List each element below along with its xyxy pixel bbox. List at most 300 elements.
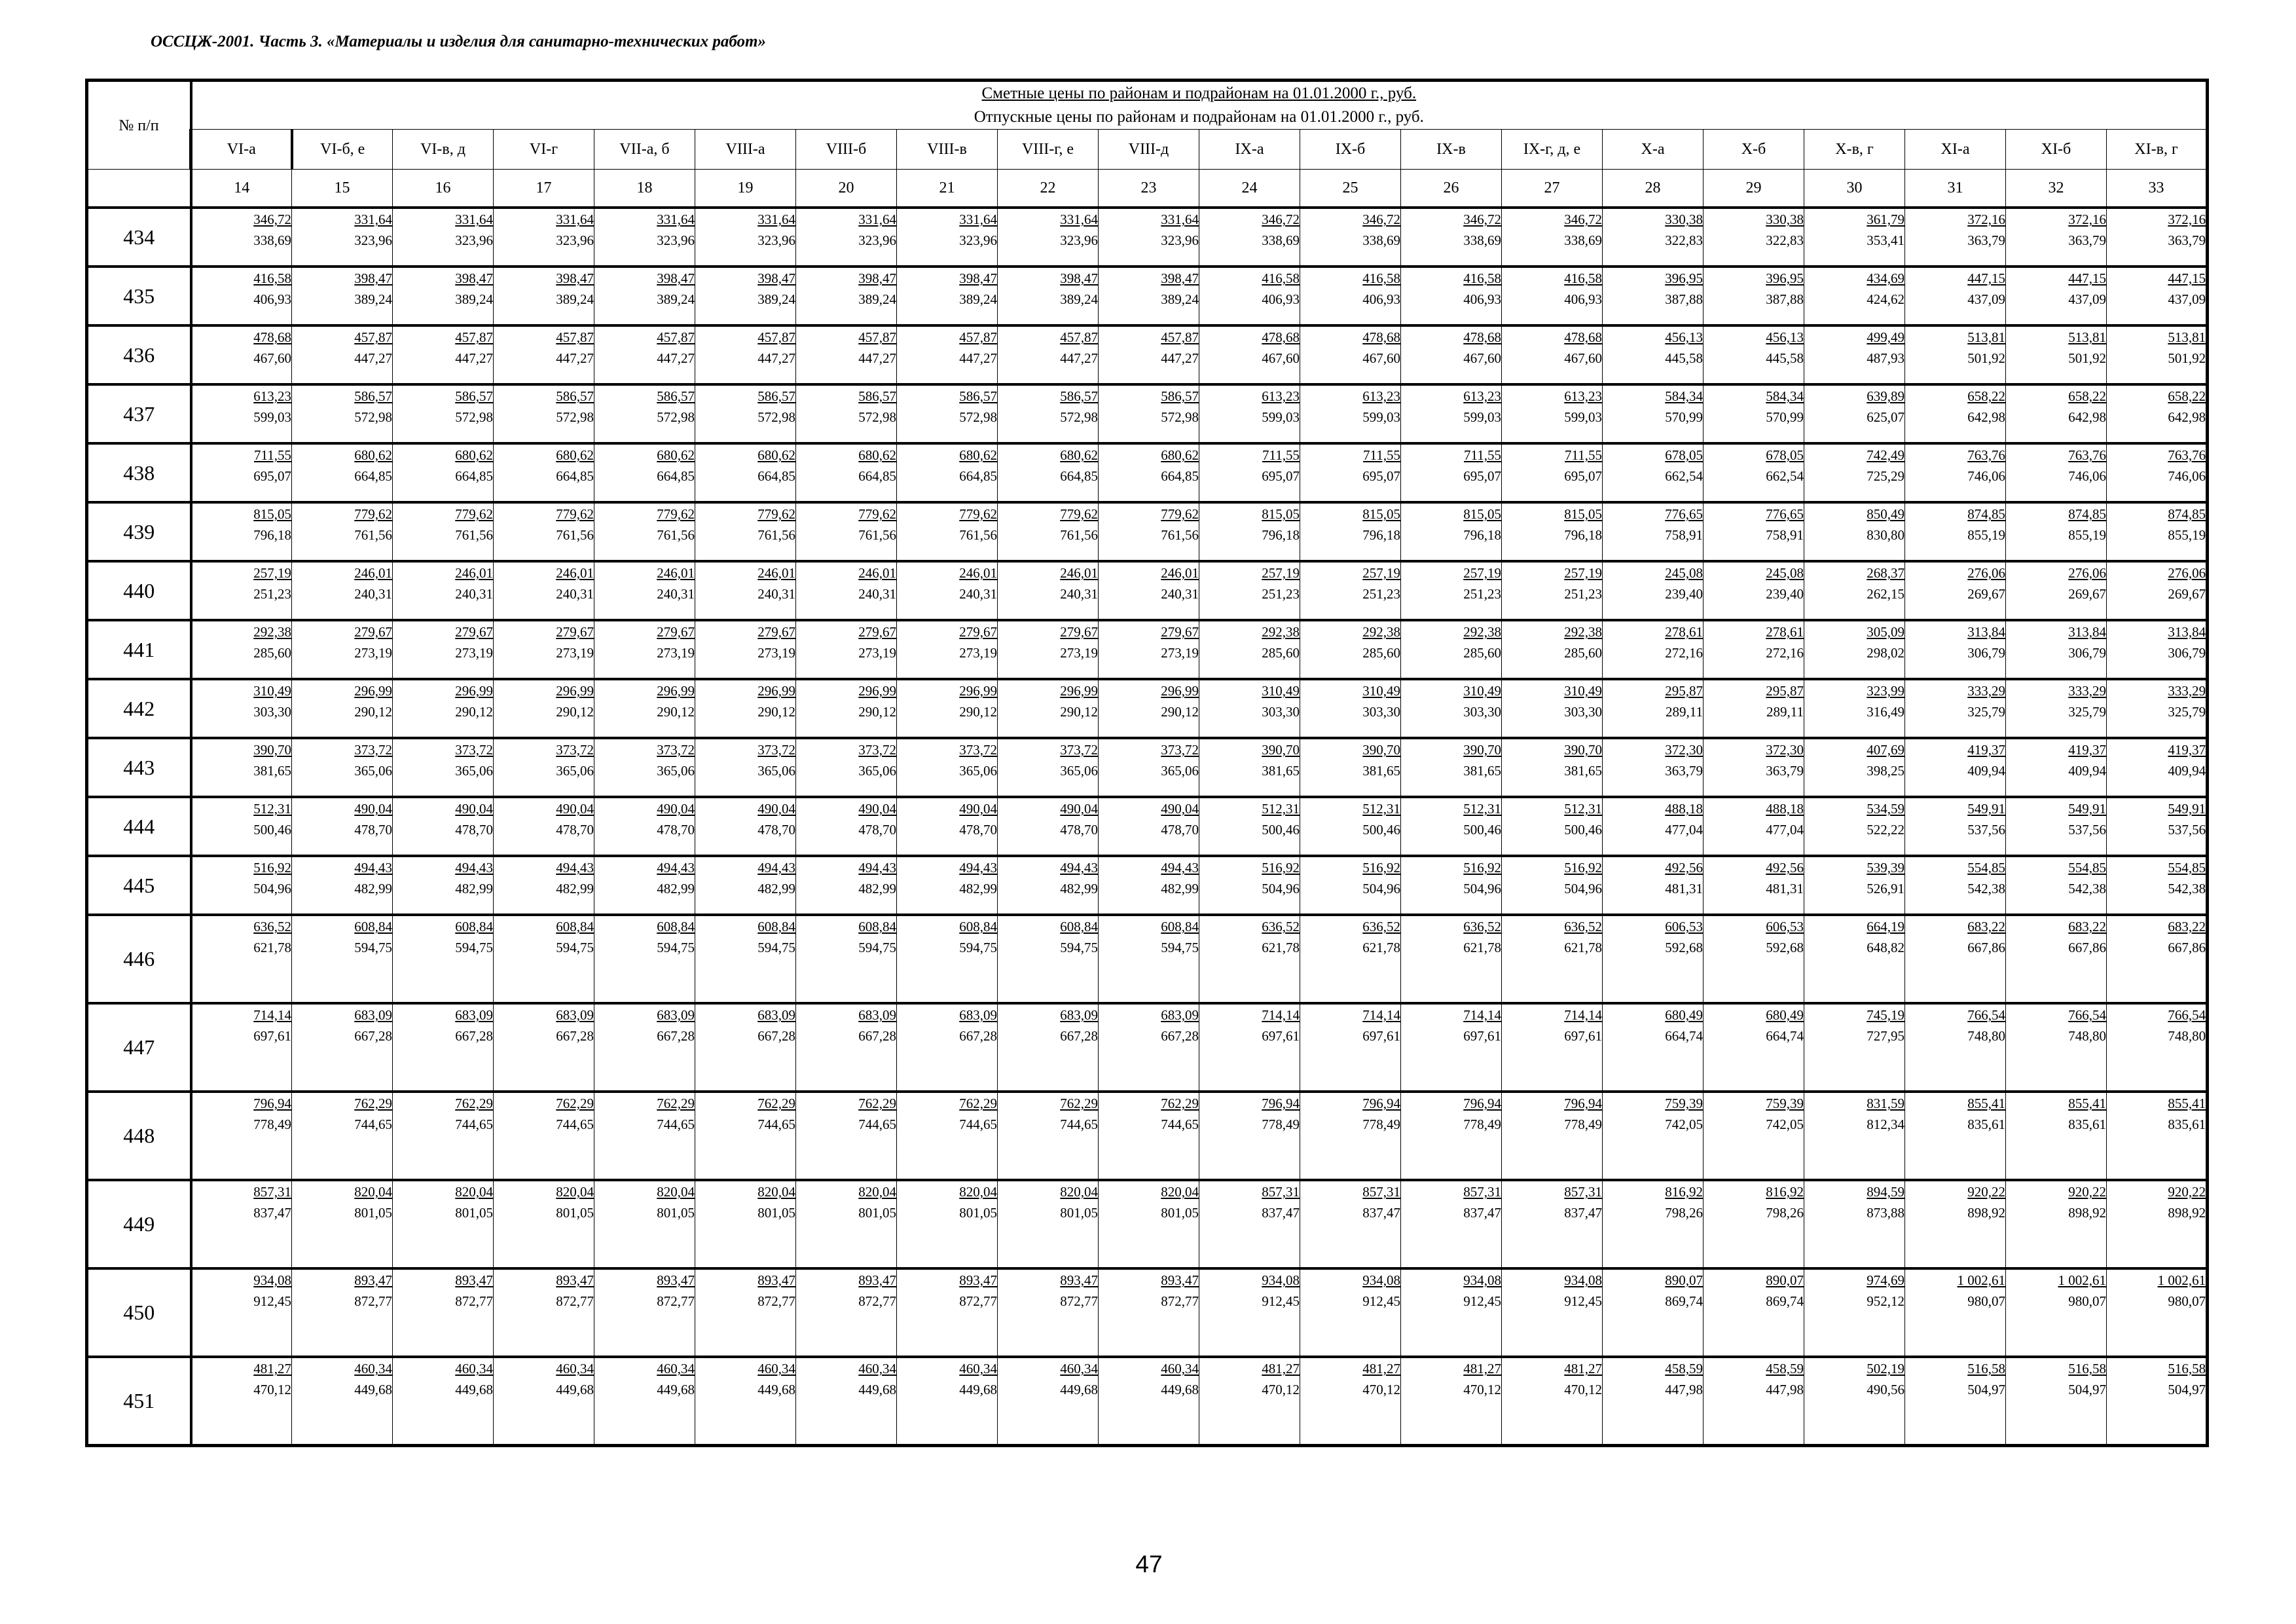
release-price: 381,65 (253, 763, 291, 779)
price-cell (594, 267, 695, 325)
release-price: 761,56 (858, 527, 896, 543)
release-price: 872,77 (858, 1293, 896, 1309)
estimate-price: 934,08 (1262, 1272, 1300, 1288)
price-cell (1502, 915, 1603, 1003)
release-price: 449,68 (959, 1382, 997, 1397)
price-cell (1804, 620, 1905, 679)
release-price: 323,96 (757, 232, 795, 248)
release-price: 801,05 (455, 1205, 493, 1221)
estimate-price: 776,65 (1766, 506, 1804, 522)
estimate-price: 323,99 (1867, 683, 1904, 699)
estimate-price: 608,84 (354, 919, 392, 934)
release-price: 269,67 (2068, 586, 2106, 602)
price-cell (1502, 1180, 1603, 1268)
price-cell (1804, 443, 1905, 502)
release-price: 837,47 (253, 1205, 291, 1221)
release-price: 447,27 (1060, 350, 1098, 366)
estimate-price: 512,31 (253, 801, 291, 817)
price-cell (897, 561, 998, 620)
price-cell (1199, 325, 1300, 384)
price-cell (1300, 1357, 1401, 1446)
price-cell (1603, 797, 1704, 856)
estimate-price: 554,85 (2168, 860, 2206, 876)
release-price: 778,49 (1362, 1116, 1400, 1132)
price-cell (1905, 1092, 2006, 1180)
release-price: 239,40 (1766, 586, 1804, 602)
price-cell (494, 1180, 594, 1268)
estimate-price: 763,76 (2168, 447, 2206, 463)
estimate-price: 714,14 (1463, 1007, 1501, 1023)
estimate-price: 296,99 (556, 683, 594, 699)
price-cell (2006, 1268, 2107, 1357)
column-number: 29 (1704, 170, 1804, 208)
price-cell (1905, 738, 2006, 797)
estimate-price: 407,69 (1867, 742, 1904, 758)
estimate-price: 639,89 (1867, 388, 1904, 404)
price-cell (1099, 561, 1199, 620)
release-price: 409,94 (2068, 763, 2106, 779)
release-price: 599,03 (1564, 409, 1602, 425)
estimate-price: 419,37 (2168, 742, 2206, 758)
release-price: 273,19 (959, 645, 997, 661)
estimate-price: 683,09 (959, 1007, 997, 1023)
price-cell (1300, 797, 1401, 856)
price-cell (292, 1357, 393, 1446)
estimate-price: 934,08 (1362, 1272, 1400, 1288)
price-cell (1502, 856, 1603, 915)
page-header: ОССЦЖ-2001. Часть 3. «Материалы и изделия для санитарно-технических работ» (151, 33, 766, 50)
release-price: 482,99 (959, 881, 997, 896)
price-cell (1099, 856, 1199, 915)
estimate-price: 762,29 (858, 1096, 896, 1111)
price-cell (2006, 384, 2107, 443)
estimate-price: 457,87 (858, 329, 896, 345)
price-cell (594, 1180, 695, 1268)
price-cell (494, 1357, 594, 1446)
estimate-price: 658,22 (2068, 388, 2106, 404)
estimate-price: 711,55 (254, 447, 291, 463)
price-cell (1199, 1357, 1300, 1446)
release-price: 748,80 (2168, 1028, 2206, 1044)
price-cell (1502, 797, 1603, 856)
release-price: 872,77 (455, 1293, 493, 1309)
estimate-price: 893,47 (858, 1272, 896, 1288)
estimate-price: 457,87 (1060, 329, 1098, 345)
price-cell (998, 797, 1099, 856)
release-price: 599,03 (1362, 409, 1400, 425)
release-price: 572,98 (354, 409, 392, 425)
row-number: 443 (87, 738, 191, 797)
release-price: 594,75 (858, 940, 896, 955)
release-price: 303,30 (253, 704, 291, 720)
estimate-price: 457,87 (657, 329, 695, 345)
price-cell (2107, 443, 2208, 502)
table-title (191, 81, 2208, 130)
estimate-price: 310,49 (1463, 683, 1501, 699)
price-cell (191, 797, 292, 856)
estimate-price: 292,38 (253, 624, 291, 640)
price-cell (494, 797, 594, 856)
release-price: 695,07 (253, 468, 291, 484)
estimate-price: 257,19 (1463, 565, 1501, 581)
price-cell (1502, 1357, 1603, 1446)
estimate-price: 779,62 (757, 506, 795, 522)
column-header-district: XI-в, г (2107, 130, 2208, 170)
release-price: 912,45 (1362, 1293, 1400, 1309)
price-cell (292, 443, 393, 502)
estimate-price: 512,31 (1262, 801, 1300, 817)
price-cell (1199, 384, 1300, 443)
estimate-price: 296,99 (455, 683, 493, 699)
price-cell (191, 915, 292, 1003)
price-cell (1905, 1180, 2006, 1268)
release-price: 594,75 (1060, 940, 1098, 955)
release-price: 481,31 (1766, 881, 1804, 896)
table-row (87, 679, 2208, 738)
price-cell (1905, 1357, 2006, 1446)
estimate-price: 481,27 (1362, 1361, 1400, 1376)
release-price: 695,07 (1262, 468, 1300, 484)
column-header-district: XI-а (1905, 130, 2006, 170)
price-cell (695, 1268, 796, 1357)
estimate-price: 512,31 (1564, 801, 1602, 817)
release-price: 273,19 (455, 645, 493, 661)
release-price: 898,92 (1967, 1205, 2005, 1221)
estimate-price: 331,64 (959, 212, 997, 227)
estimate-price: 683,09 (1060, 1007, 1098, 1023)
release-price: 467,60 (1463, 350, 1501, 366)
release-price: 323,96 (1161, 232, 1199, 248)
estimate-price: 447,15 (2068, 270, 2106, 286)
estimate-price: 762,29 (657, 1096, 695, 1111)
estimate-price: 416,58 (1463, 270, 1501, 286)
estimate-price: 762,29 (1060, 1096, 1098, 1111)
release-price: 353,41 (1867, 232, 1904, 248)
estimate-price: 608,84 (556, 919, 594, 934)
price-cell (393, 1268, 494, 1357)
release-price: 798,26 (1665, 1205, 1703, 1221)
release-price: 482,99 (556, 881, 594, 896)
estimate-price: 857,31 (1564, 1184, 1602, 1200)
estimate-price: 857,31 (1463, 1184, 1501, 1200)
price-cell (191, 443, 292, 502)
release-price: 744,65 (959, 1116, 997, 1132)
estimate-price: 305,09 (1867, 624, 1904, 640)
release-price: 761,56 (959, 527, 997, 543)
release-price: 570,99 (1665, 409, 1703, 425)
release-price: 796,18 (1262, 527, 1300, 543)
price-cell (393, 443, 494, 502)
price-cell (2006, 325, 2107, 384)
price-cell (1603, 208, 1704, 267)
estimate-price: 636,52 (253, 919, 291, 934)
estimate-price: 606,53 (1766, 919, 1804, 934)
release-price: 303,30 (1262, 704, 1300, 720)
release-price: 501,92 (2068, 350, 2106, 366)
column-header-district: VII-а, б (594, 130, 695, 170)
estimate-price: 246,01 (354, 565, 392, 581)
release-price: 381,65 (1564, 763, 1602, 779)
price-cell (695, 738, 796, 797)
release-price: 447,98 (1665, 1382, 1703, 1397)
price-cell (494, 384, 594, 443)
price-cell (1704, 325, 1804, 384)
release-price: 482,99 (657, 881, 695, 896)
price-cell (796, 443, 897, 502)
estimate-price: 766,54 (2068, 1007, 2106, 1023)
estimate-price: 513,81 (2068, 329, 2106, 345)
release-price: 621,78 (1262, 940, 1300, 955)
price-cell (897, 1357, 998, 1446)
release-price: 855,19 (1967, 527, 2005, 543)
estimate-price: 396,95 (1766, 270, 1804, 286)
release-price: 912,45 (1463, 1293, 1501, 1309)
estimate-price: 711,55 (1363, 447, 1400, 463)
price-cell (1603, 267, 1704, 325)
estimate-price: 766,54 (2168, 1007, 2206, 1023)
estimate-price: 278,61 (1665, 624, 1703, 640)
price-cell (1401, 1003, 1502, 1092)
price-cell (796, 1003, 897, 1092)
release-price: 912,45 (253, 1293, 291, 1309)
estimate-price: 390,70 (1262, 742, 1300, 758)
estimate-price: 680,49 (1766, 1007, 1804, 1023)
release-price: 526,91 (1867, 881, 1904, 896)
price-cell (494, 208, 594, 267)
column-header-district: XI-б (2006, 130, 2107, 170)
release-price: 482,99 (354, 881, 392, 896)
column-number: 25 (1300, 170, 1401, 208)
estimate-price: 776,65 (1665, 506, 1703, 522)
estimate-price: 680,62 (1060, 447, 1098, 463)
release-price: 537,56 (2168, 822, 2206, 838)
release-price: 470,12 (1564, 1382, 1602, 1397)
estimate-price: 416,58 (1262, 270, 1300, 286)
price-cell (2107, 1268, 2208, 1357)
price-cell (2107, 679, 2208, 738)
estimate-price: 820,04 (354, 1184, 392, 1200)
release-price: 697,61 (253, 1028, 291, 1044)
estimate-price: 613,23 (1564, 388, 1602, 404)
estimate-price: 549,91 (2168, 801, 2206, 817)
release-price: 798,26 (1766, 1205, 1804, 1221)
estimate-price: 608,84 (455, 919, 493, 934)
price-cell (998, 738, 1099, 797)
estimate-price: 608,84 (657, 919, 695, 934)
price-cell (191, 856, 292, 915)
price-cell (393, 679, 494, 738)
row-number: 440 (87, 561, 191, 620)
release-price: 835,61 (1967, 1116, 2005, 1132)
release-price: 470,12 (1262, 1382, 1300, 1397)
estimate-price: 313,84 (1967, 624, 2005, 640)
release-price: 240,31 (959, 586, 997, 602)
estimate-price: 295,87 (1766, 683, 1804, 699)
estimate-price: 516,92 (1463, 860, 1501, 876)
estimate-price: 490,04 (1060, 801, 1098, 817)
release-price: 761,56 (455, 527, 493, 543)
estimate-price: 934,08 (1463, 1272, 1501, 1288)
price-cell (897, 443, 998, 502)
release-price: 695,07 (1564, 468, 1602, 484)
estimate-price: 346,72 (1362, 212, 1400, 227)
column-number: 19 (695, 170, 796, 208)
price-cell (1502, 443, 1603, 502)
table-row (87, 384, 2208, 443)
release-price: 664,85 (657, 468, 695, 484)
price-cell (1804, 502, 1905, 561)
price-cell (897, 915, 998, 1003)
estimate-price: 295,87 (1665, 683, 1703, 699)
release-price: 872,77 (556, 1293, 594, 1309)
column-number: 27 (1502, 170, 1603, 208)
estimate-price: 490,04 (757, 801, 795, 817)
estimate-price: 516,58 (1967, 1361, 2005, 1376)
estimate-price: 512,31 (1362, 801, 1400, 817)
estimate-price: 494,43 (757, 860, 795, 876)
release-price: 758,91 (1766, 527, 1804, 543)
estimate-price: 331,64 (858, 212, 896, 227)
release-price: 873,88 (1867, 1205, 1904, 1221)
estimate-price: 584,34 (1766, 388, 1804, 404)
release-price: 365,06 (757, 763, 795, 779)
price-cell (1804, 1092, 1905, 1180)
release-price: 406,93 (1463, 291, 1501, 307)
release-price: 695,07 (1463, 468, 1501, 484)
price-cell (1099, 1357, 1199, 1446)
estimate-price: 373,72 (858, 742, 896, 758)
price-cell (897, 620, 998, 679)
release-price: 289,11 (1666, 704, 1703, 720)
release-price: 409,94 (2168, 763, 2206, 779)
price-cell (796, 915, 897, 1003)
price-cell (2107, 267, 2208, 325)
estimate-price: 516,58 (2068, 1361, 2106, 1376)
price-cell (998, 1003, 1099, 1092)
price-cell (1199, 679, 1300, 738)
price-cell (695, 1357, 796, 1446)
estimate-price: 658,22 (1967, 388, 2005, 404)
release-price: 290,12 (455, 704, 493, 720)
estimate-price: 742,49 (1867, 447, 1904, 463)
column-number: 22 (998, 170, 1099, 208)
release-price: 323,96 (1060, 232, 1098, 248)
estimate-price: 246,01 (1161, 565, 1199, 581)
release-price: 478,70 (858, 822, 896, 838)
price-cell (191, 1092, 292, 1180)
release-price: 290,12 (757, 704, 795, 720)
row-number: 447 (87, 1003, 191, 1092)
estimate-price: 494,43 (959, 860, 997, 876)
estimate-price: 1 002,61 (2058, 1272, 2106, 1288)
release-price: 662,54 (1766, 468, 1804, 484)
release-price: 447,27 (455, 350, 493, 366)
estimate-price: 608,84 (1060, 919, 1098, 934)
estimate-price: 920,22 (2068, 1184, 2106, 1200)
release-price: 952,12 (1867, 1293, 1904, 1309)
table-row (87, 1003, 2208, 1092)
price-cell (191, 1180, 292, 1268)
price-cell (998, 384, 1099, 443)
release-price: 365,06 (1060, 763, 1098, 779)
release-price: 542,38 (2168, 881, 2206, 896)
estimate-price: 680,49 (1665, 1007, 1703, 1023)
price-cell (1704, 1180, 1804, 1268)
release-price: 572,98 (556, 409, 594, 425)
estimate-price: 310,49 (1362, 683, 1400, 699)
release-price: 796,18 (1564, 527, 1602, 543)
column-number: 33 (2107, 170, 2208, 208)
price-cell (1099, 797, 1199, 856)
estimate-price: 893,47 (757, 1272, 795, 1288)
estimate-price: 490,04 (354, 801, 392, 817)
estimate-price: 310,49 (1262, 683, 1300, 699)
estimate-price: 447,15 (2168, 270, 2206, 286)
estimate-price: 257,19 (1262, 565, 1300, 581)
release-price: 695,07 (1362, 468, 1400, 484)
column-number: 18 (594, 170, 695, 208)
release-price: 363,79 (2068, 232, 2106, 248)
price-cell (393, 1180, 494, 1268)
estimate-price: 494,43 (657, 860, 695, 876)
estimate-price: 613,23 (1262, 388, 1300, 404)
price-table (85, 79, 2209, 1447)
row-number: 439 (87, 502, 191, 561)
price-cell (1199, 1180, 1300, 1268)
release-price: 387,88 (1766, 291, 1804, 307)
release-price: 778,49 (253, 1116, 291, 1132)
column-header-district: VIII-д (1099, 130, 1199, 170)
release-price: 338,69 (1564, 232, 1602, 248)
estimate-price: 492,56 (1766, 860, 1804, 876)
release-price: 449,68 (858, 1382, 896, 1397)
estimate-price: 762,29 (354, 1096, 392, 1111)
estimate-price: 678,05 (1766, 447, 1804, 463)
price-cell (594, 443, 695, 502)
row-number-header-blank (87, 170, 191, 208)
estimate-price: 549,91 (1967, 801, 2005, 817)
price-cell (1401, 1180, 1502, 1268)
price-cell (1804, 797, 1905, 856)
price-cell (796, 679, 897, 738)
estimate-price: 460,34 (556, 1361, 594, 1376)
release-price: 262,15 (1867, 586, 1904, 602)
estimate-price: 779,62 (858, 506, 896, 522)
table-row (87, 1180, 2208, 1268)
column-number: 16 (393, 170, 494, 208)
estimate-price: 279,67 (959, 624, 997, 640)
release-price: 447,98 (1766, 1382, 1804, 1397)
estimate-price: 762,29 (556, 1096, 594, 1111)
title-estimate: Сметные цены по районам и подрайонам на 01.01.2000 г., руб. (981, 84, 1417, 102)
price-cell (998, 620, 1099, 679)
release-price: 306,79 (2168, 645, 2206, 661)
price-cell (695, 856, 796, 915)
price-cell (393, 738, 494, 797)
estimate-price: 373,72 (556, 742, 594, 758)
price-cell (998, 679, 1099, 738)
release-price: 406,93 (1262, 291, 1300, 307)
price-cell (1199, 267, 1300, 325)
estimate-price: 333,29 (2068, 683, 2106, 699)
release-price: 744,65 (757, 1116, 795, 1132)
estimate-price: 313,84 (2068, 624, 2106, 640)
estimate-price: 516,92 (253, 860, 291, 876)
price-cell (2006, 679, 2107, 738)
estimate-price: 398,47 (959, 270, 997, 286)
release-price: 323,96 (556, 232, 594, 248)
release-price: 447,27 (959, 350, 997, 366)
